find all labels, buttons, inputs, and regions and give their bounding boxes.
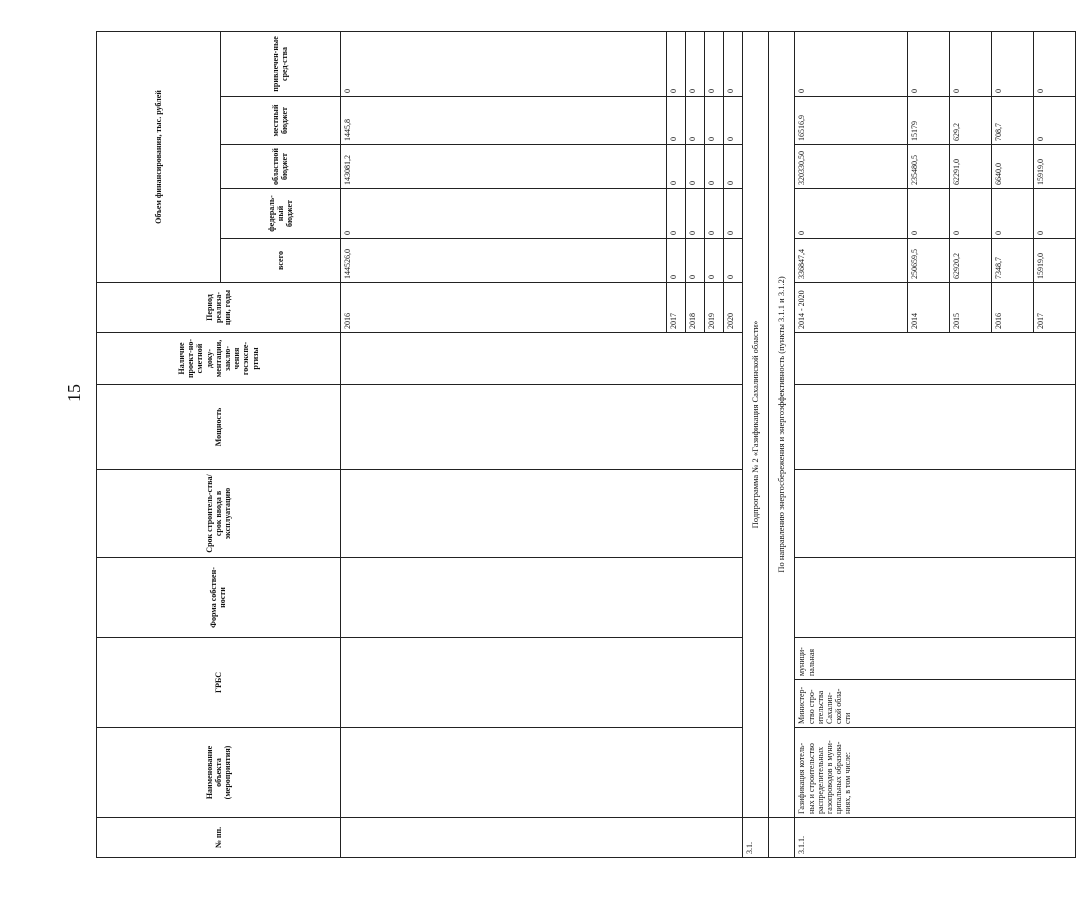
cell-total: 15919,0 — [1034, 239, 1076, 283]
cell-period: 2015 — [950, 283, 992, 333]
cell-extra: 0 — [992, 31, 1034, 96]
cell-extra: 0 — [705, 31, 724, 96]
cell-regional: 0 — [667, 145, 686, 189]
item-number: 3.1.1. — [795, 818, 1076, 858]
cell-period: 2018 — [686, 283, 705, 333]
cell-federal: 0 — [705, 189, 724, 239]
item-capacity-empty — [795, 470, 1076, 558]
item-docs-empty — [795, 385, 1076, 470]
cell-period: 2017 — [667, 283, 686, 333]
header-design-docs: Наличие проект-но-сметной доку-ментации, заклю-чения госэкспе-ртизы — [97, 333, 341, 385]
cell-period: 2016 — [992, 283, 1034, 333]
header-funding-group: Объем финансирования, тыс. рублей — [97, 31, 221, 282]
cell-extra: 0 — [908, 31, 950, 96]
table-row — [795, 31, 908, 857]
header-no: № пп. — [97, 818, 341, 858]
item-grbs: Министер-ство стро-ительства Сахалин-ской обла-сти — [795, 680, 1076, 728]
cell-local: 0 — [724, 97, 743, 145]
cell-period: 2014 — [908, 283, 950, 333]
cell-federal: 0 — [992, 189, 1034, 239]
subprogram-number: 3.1. — [743, 818, 769, 858]
cell-extra: 0 — [950, 31, 992, 96]
cell-no-empty — [340, 818, 743, 858]
cell-federal: 0 — [1034, 189, 1076, 239]
direction-row — [769, 31, 795, 857]
cell-federal: 0 — [340, 189, 667, 239]
cell-local: 16516,9 — [795, 97, 908, 145]
header-construction-term: Срок строитель-ства/срок ввода в эксплуатацию — [97, 470, 341, 558]
cell-federal: 0 — [950, 189, 992, 239]
header-ownership: Форма собствен-ности — [97, 558, 341, 638]
cell-extra: 0 — [1034, 31, 1076, 96]
cell-construction-empty — [340, 470, 743, 558]
item-name: Газификация котель-ных и строительство распределительных газопроводов в муни-ципальных образова-ниях, в том числе: — [795, 728, 1076, 818]
cell-extra: 0 — [724, 31, 743, 96]
cell-local: 0 — [667, 97, 686, 145]
cell-total: 7348,7 — [992, 239, 1034, 283]
cell-local: 708,7 — [992, 97, 1034, 145]
header-total: всего — [221, 239, 341, 283]
header-period: Период реализа-ции, годы — [97, 283, 341, 333]
cell-total: 0 — [667, 239, 686, 283]
header-row-1 — [97, 31, 221, 857]
cell-regional: 320330,50 — [795, 145, 908, 189]
cell-regional: 0 — [705, 145, 724, 189]
cell-local: 0 — [1034, 97, 1076, 145]
header-capacity: Мощность — [97, 385, 341, 470]
table-row — [340, 31, 667, 857]
cell-total: 62920,2 — [950, 239, 992, 283]
cell-regional: 6640,0 — [992, 145, 1034, 189]
cell-period: 2020 — [724, 283, 743, 333]
cell-federal: 0 — [908, 189, 950, 239]
cell-total: 250659,5 — [908, 239, 950, 283]
cell-federal: 0 — [795, 189, 908, 239]
cell-total: 0 — [705, 239, 724, 283]
cell-total: 0 — [724, 239, 743, 283]
cell-total: 0 — [686, 239, 705, 283]
cell-period: 2019 — [705, 283, 724, 333]
cell-docs-empty — [340, 333, 743, 385]
cell-capacity-empty — [340, 385, 743, 470]
rotated-page-content — [96, 32, 1046, 858]
header-grbs: ГРБС — [97, 638, 341, 728]
cell-total: 336847,4 — [795, 239, 908, 283]
financing-table — [96, 31, 1076, 858]
cell-ownership-empty — [340, 558, 743, 638]
subprogram-title: Подпрограмма № 2 «Газификация Сахалинской области» — [743, 31, 769, 817]
cell-extra: 0 — [667, 31, 686, 96]
header-extra: привлечен-ные сред-ства — [221, 31, 341, 96]
cell-period: 2017 — [1034, 283, 1076, 333]
item-ownership: муници-пальная — [795, 638, 1076, 680]
cell-local: 0 — [705, 97, 724, 145]
cell-local: 15179 — [908, 97, 950, 145]
cell-federal: 0 — [724, 189, 743, 239]
header-local: местный бюджет — [221, 97, 341, 145]
item-construction-empty — [795, 558, 1076, 638]
cell-regional: 15919,0 — [1034, 145, 1076, 189]
item-spacer-empty — [795, 333, 1076, 385]
cell-regional: 143081,2 — [340, 145, 667, 189]
header-regional: областной бюджет — [221, 145, 341, 189]
cell-name-empty — [340, 728, 743, 818]
header-federal: федераль-ный бюджет — [221, 189, 341, 239]
cell-regional: 0 — [686, 145, 705, 189]
cell-extra: 0 — [795, 31, 908, 96]
direction-number-empty — [769, 818, 795, 858]
cell-local: 629,2 — [950, 97, 992, 145]
cell-extra: 0 — [340, 31, 667, 96]
cell-federal: 0 — [667, 189, 686, 239]
cell-period: 2016 — [340, 283, 667, 333]
cell-period: 2014 - 2020 — [795, 283, 908, 333]
cell-federal: 0 — [686, 189, 705, 239]
cell-total: 144526,0 — [340, 239, 667, 283]
cell-local: 0 — [686, 97, 705, 145]
subprogram-row — [743, 31, 769, 857]
cell-regional: 235480,5 — [908, 145, 950, 189]
page-number: 15 — [64, 384, 84, 402]
cell-extra: 0 — [686, 31, 705, 96]
cell-regional: 0 — [724, 145, 743, 189]
cell-regional: 62291,0 — [950, 145, 992, 189]
header-name: Наименование объекта (мероприятия) — [97, 728, 341, 818]
cell-grbs-empty — [340, 638, 743, 728]
direction-title: По направлению энергосбережения и энергоэффективность (пункты 3.1.1 и 3.1.2) — [769, 31, 795, 817]
cell-local: 1445,8 — [340, 97, 667, 145]
